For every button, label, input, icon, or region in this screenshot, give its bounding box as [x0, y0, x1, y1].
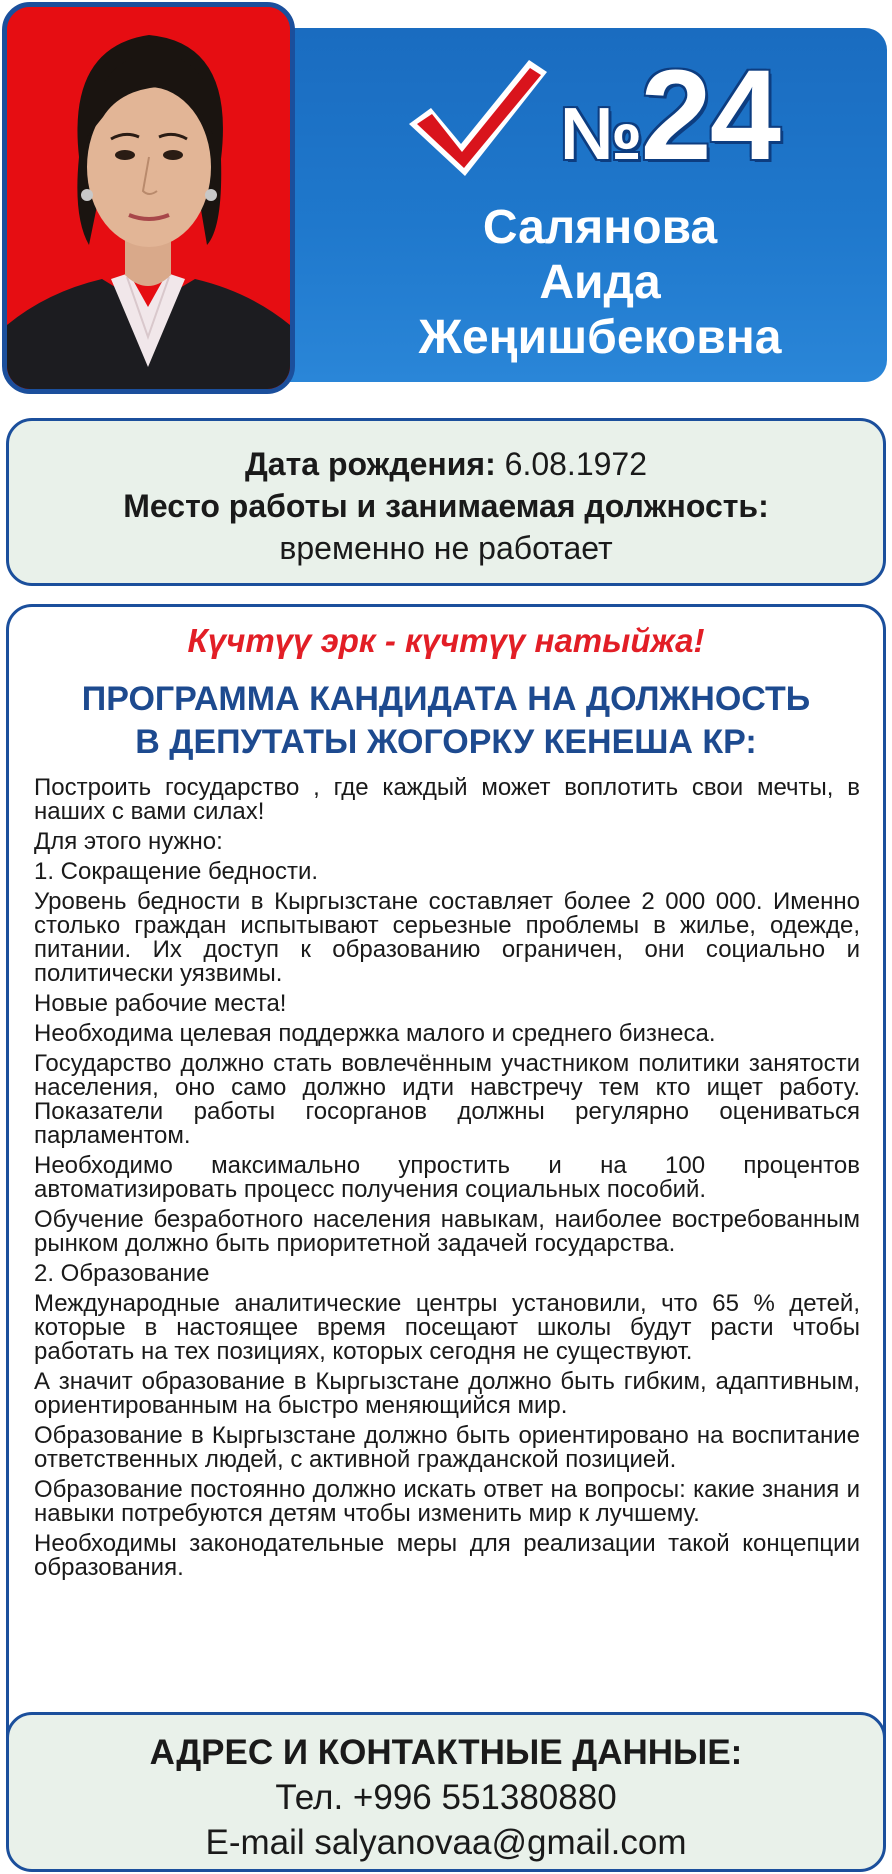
- program-paragraph: Новые рабочие места!: [34, 990, 287, 1017]
- birth-label: Дата рождения:: [245, 446, 496, 482]
- work-value: временно не работает: [279, 530, 613, 566]
- program-paragraph: Международные аналитические центры установили, что 65 % детей, которые в настоящее время посещают школы будут расти чтобы работать на тех позициях, которых сегодня не существуют.: [34, 1290, 860, 1365]
- program-paragraph: Образование постоянно должно искать ответ на вопросы: какие знания и навыки потребуются детям чтобы изменить мир к лучшему.: [34, 1476, 860, 1527]
- program-paragraph: Необходимо максимально упростить и на 100 процентов автоматизировать процесс получения социальных пособий.: [34, 1152, 860, 1203]
- program-paragraph: 1. Сокращение бедности.: [34, 858, 319, 885]
- program-paragraph: Образование в Кыргызстане должно быть ориентировано на воспитание ответственных людей, с активной гражданской позицией.: [34, 1422, 860, 1473]
- program-title-line: ПРОГРАММА КАНДИДАТА НА ДОЛЖНОСТЬ: [81, 680, 811, 718]
- candidate-number: [560, 44, 779, 187]
- program-paragraph: Обучение безработного населения навыкам, наиболее востребованным рынком должно быть приоритетной задачей государства.: [34, 1206, 860, 1257]
- program-paragraph: Необходимы законодательные меры для реализации такой концепции образования.: [34, 1530, 860, 1581]
- candidate-photo: [2, 2, 295, 394]
- surname: Салянова: [482, 201, 718, 254]
- program-text: [34, 776, 860, 1586]
- number-value: 24: [640, 44, 779, 187]
- program-paragraph: А значит образование в Кыргызстане должно быть гибким, адаптивным, ориентированным на быстро меняющийся мир.: [34, 1368, 860, 1419]
- contact-panel: [6, 1712, 886, 1872]
- program-paragraph: Построить государство , где каждый может воплотить свои мечты, в наших с вами силах!: [34, 774, 860, 825]
- patronymic: Жеңишбековна: [418, 311, 782, 364]
- program-paragraph: Для этого нужно:: [34, 828, 223, 855]
- birth-value: 6.08.1972: [504, 446, 647, 482]
- info-panel: [6, 418, 886, 586]
- candidate-name: [340, 200, 860, 365]
- contact-phone: Тел. +996 551380880: [275, 1778, 617, 1817]
- slogan: Күчтүү эрк - күчтүү натыйжа!: [187, 622, 705, 659]
- program-title: [0, 678, 892, 764]
- number-prefix: №: [560, 92, 641, 175]
- program-paragraph: Уровень бедности в Кыргызстане составляет более 2 000 000. Именно столько граждан испытывают серьезные проблемы в жилье, одежде, питании. Их доступ к образованию ограничен, они социально и политически уязвимы.: [34, 888, 860, 987]
- contact-title: АДРЕС И КОНТАКТНЫЕ ДАННЫЕ:: [149, 1733, 743, 1772]
- program-paragraph: Необходима целевая поддержка малого и среднего бизнеса.: [34, 1020, 716, 1047]
- program-paragraph: Государство должно стать вовлечённым участником политики занятости населения, оно само должно идти навстречу тем кто ищет работу. Показатели работы госорганов должны регулярно оцениваться парламентом.: [34, 1050, 860, 1149]
- contact-email: E-mail salyanovaa@gmail.com: [205, 1823, 687, 1862]
- first-name: Аида: [539, 256, 661, 309]
- program-paragraph: 2. Образование: [34, 1260, 210, 1287]
- program-title-line: В ДЕПУТАТЫ ЖОГОРКУ КЕНЕША КР:: [135, 723, 757, 761]
- checkmark-icon: [405, 58, 550, 178]
- work-label: Место работы и занимаемая должность:: [123, 488, 769, 524]
